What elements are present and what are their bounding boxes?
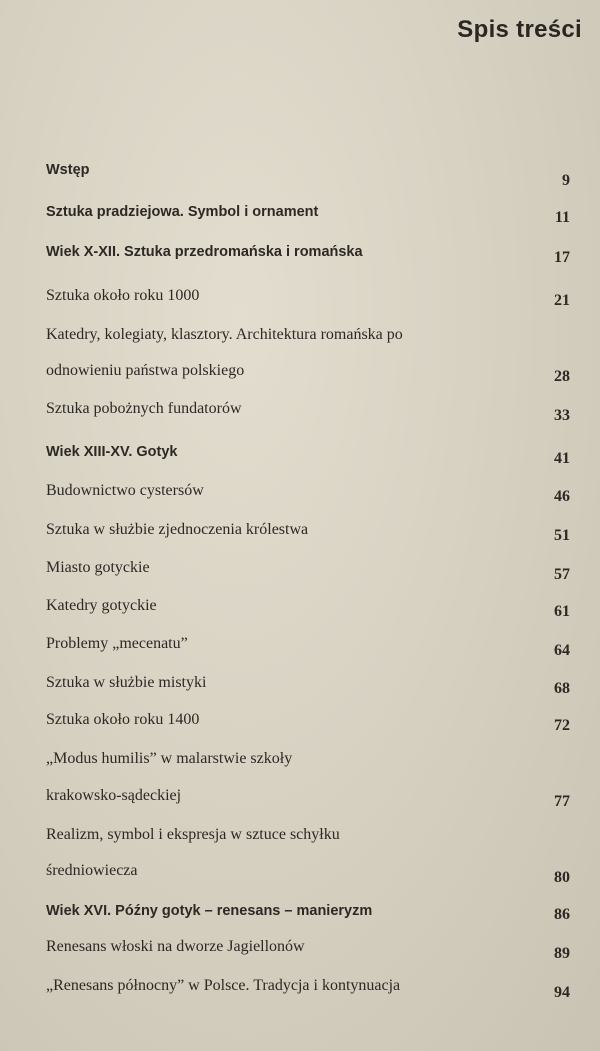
toc-entry-page: 28 <box>554 368 570 385</box>
toc-entry-page: 68 <box>554 680 570 697</box>
toc-entry-page: 17 <box>554 249 570 266</box>
toc-entry-title: Katedry gotyckie <box>46 597 157 614</box>
toc-entry-title-line1: Katedry, kolegiaty, klasztory. Architektura romańska po <box>46 326 403 343</box>
toc-entry-title: Renesans włoski na dworze Jagiellonów <box>46 938 305 955</box>
toc-entry-page: 46 <box>554 488 570 505</box>
toc-entry-title: Miasto gotyckie <box>46 559 150 576</box>
toc-entry-page: 64 <box>554 642 570 659</box>
toc-entry-title-line1: „Modus humilis” w malarstwie szkoły <box>46 750 293 767</box>
toc-entry-page: 72 <box>554 717 570 734</box>
toc-entry-page: 57 <box>554 566 570 583</box>
toc-entry-title: Sztuka pradziejowa. Symbol i ornament <box>46 204 319 220</box>
toc-entry-title: Wstęp <box>46 162 90 178</box>
toc-entry-page: 51 <box>554 527 570 544</box>
toc-entry-title: Budownictwo cystersów <box>46 482 204 499</box>
toc-entry-page: 89 <box>554 945 570 962</box>
toc-entry-page: 11 <box>554 209 570 226</box>
toc-entry-page: 80 <box>554 869 570 886</box>
toc-entry-page: 9 <box>562 172 570 189</box>
toc-entry-title: Sztuka w służbie mistyki <box>46 674 207 691</box>
toc-entry-title: Sztuka pobożnych fundatorów <box>46 400 242 417</box>
toc-entry-page: 21 <box>554 292 570 309</box>
toc-entry-title: Sztuka około roku 1000 <box>46 287 200 304</box>
toc-entry-page: 61 <box>554 603 570 620</box>
toc-entry-page: 94 <box>554 984 570 1001</box>
toc-entry-title-line2: odnowieniu państwa polskiego <box>46 362 245 379</box>
toc-entry-page: 86 <box>554 906 570 923</box>
toc-entry-title-line2: średniowiecza <box>46 862 138 879</box>
toc-entry-title: Wiek X-XII. Sztuka przedromańska i romańska <box>46 244 363 260</box>
toc-entry-title: „Renesans północny” w Polsce. Tradycja i kontynuacja <box>46 977 401 994</box>
toc-entry-page: 77 <box>554 793 570 810</box>
toc-entry-title-line1: Realizm, symbol i ekspresja w sztuce schyłku <box>46 826 340 843</box>
toc-entry-title: Problemy „mecenatu” <box>46 635 188 652</box>
toc-entry-title: Wiek XVI. Późny gotyk – renesans – manieryzm <box>46 903 373 919</box>
toc-entry-title: Wiek XIII-XV. Gotyk <box>46 444 178 460</box>
page-title: Spis treści <box>457 16 582 43</box>
toc-entry-title: Sztuka w służbie zjednoczenia królestwa <box>46 521 309 538</box>
toc-entry-page: 33 <box>554 407 570 424</box>
toc-entry-title-line2: krakowsko-sądeckiej <box>46 787 182 804</box>
toc-entry-title: Sztuka około roku 1400 <box>46 711 200 728</box>
toc-entry-page: 41 <box>554 450 570 467</box>
